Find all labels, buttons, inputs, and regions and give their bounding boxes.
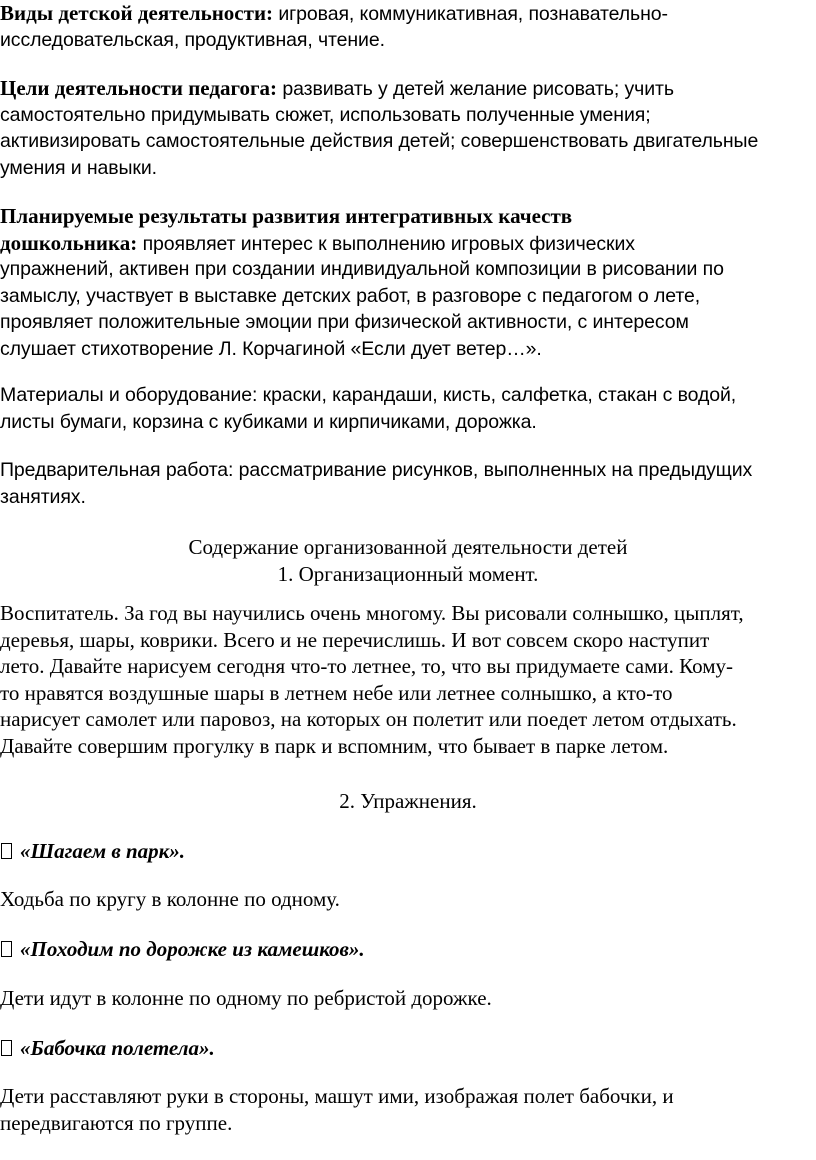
exercise-description (0, 985, 816, 1012)
teacher-goals-paragraph (0, 75, 816, 181)
activity-types-text: игровая, коммуникативная, познавательно- (273, 3, 668, 25)
planned-results-text-6: слушает стихотворение Л. Корчагиной «Если дует ветер…». (0, 337, 542, 360)
exercise-item (0, 838, 816, 865)
planned-results-text: проявляет интерес к выполнению игровых физических (137, 232, 635, 255)
bullet-box-icon (1, 843, 12, 859)
teacher-speech-6: Давайте совершим прогулку в парк и вспомним, что бывает в парке летом. (0, 733, 669, 758)
teacher-goals-text: развивать у детей желание рисовать; учить (277, 78, 674, 100)
materials-text-2: листы бумаги, корзина с кубиками и кирпичиками, дорожка. (0, 410, 537, 433)
planned-results-text-4: замыслу, участвует в выставке детских работ, в разговоре с педагогом о лете, (0, 284, 701, 307)
activity-types-label: Виды детской деятельности: (0, 1, 274, 25)
teacher-speech-2: деревья, шары, коврики. Всего и не перечислишь. И вот совсем скоро наступит (0, 627, 710, 652)
exercise-name: «Бабочка полетела». (20, 1036, 215, 1060)
preliminary-text-1: Предварительная работа: рассматривание рисунков, выполненных на предыдущих (0, 459, 753, 481)
exercise-item (0, 1035, 816, 1062)
teacher-speech-paragraph (0, 600, 816, 759)
exercise-description (0, 1083, 816, 1136)
materials-text-1: Материалы и оборудование: краски, карандаши, кисть, салфетка, стакан с водой, (0, 384, 737, 406)
exercise-description-line: Дети идут в колонне по одному по ребристой дорожке. (0, 986, 492, 1010)
exercise-name: «Походим по дорожке из камешков». (20, 937, 365, 961)
section-1-title: 1. Организационный момент. (277, 561, 539, 586)
exercise-description (0, 886, 816, 913)
teacher-goals-text-4: умения и навыки. (0, 156, 157, 179)
exercise-name: «Шагаем в парк». (20, 839, 186, 863)
exercises-heading (0, 788, 816, 815)
teacher-speech-5: нарисует самолет или паровоз, на которых он полетит или поедет летом отдыхать. (0, 707, 737, 731)
exercises-title: 2. Упражнения. (339, 789, 477, 813)
exercise-description-line: Дети расставляют руки в стороны, машут ими, изображая полет бабочки, и (0, 1084, 674, 1108)
preliminary-paragraph (0, 457, 816, 510)
activity-types-text-2: исследовательская, продуктивная, чтение. (0, 28, 385, 51)
exercise-item (0, 936, 816, 963)
exercise-description-line: Ходьба по кругу в колонне по одному. (0, 887, 340, 911)
teacher-speech-1: Воспитатель. За год вы научились очень многому. Вы рисовали солнышко, цыплят, (0, 601, 744, 625)
exercise-description-line-2: передвигаются по группе. (0, 1110, 233, 1135)
teacher-speech-4: то нравятся воздушные шары в летнем небе или летнее солнышко, а кто-то (0, 680, 673, 705)
activity-types-paragraph (0, 0, 816, 53)
planned-results-paragraph (0, 203, 816, 362)
content-title: Содержание организованной деятельности детей (188, 535, 628, 559)
bullet-box-icon (1, 1040, 12, 1056)
teacher-goals-text-3: активизировать самостоятельные действия детей; совершенствовать двигательные (0, 130, 759, 152)
bullet-box-icon (1, 941, 12, 957)
materials-paragraph (0, 382, 816, 435)
planned-results-label-2: дошкольника: (0, 230, 138, 255)
planned-results-text-5: проявляет положительные эмоции при физической активности, с интересом (0, 311, 689, 333)
teacher-goals-label: Цели деятельности педагога: (0, 76, 278, 100)
planned-results-text-3: упражнений, активен при создании индивидуальной композиции в рисовании по (0, 258, 724, 280)
teacher-goals-text-2: самостоятельно придумывать сюжет, использовать полученные умения; (0, 103, 651, 126)
teacher-speech-3: лето. Давайте нарисуем сегодня что-то летнее, то, что вы придумаете сами. Кому- (0, 654, 733, 678)
planned-results-label: Планируемые результаты развития интегративных качеств (0, 204, 573, 228)
preliminary-text-2: занятиях. (0, 485, 86, 508)
content-heading (0, 534, 816, 587)
